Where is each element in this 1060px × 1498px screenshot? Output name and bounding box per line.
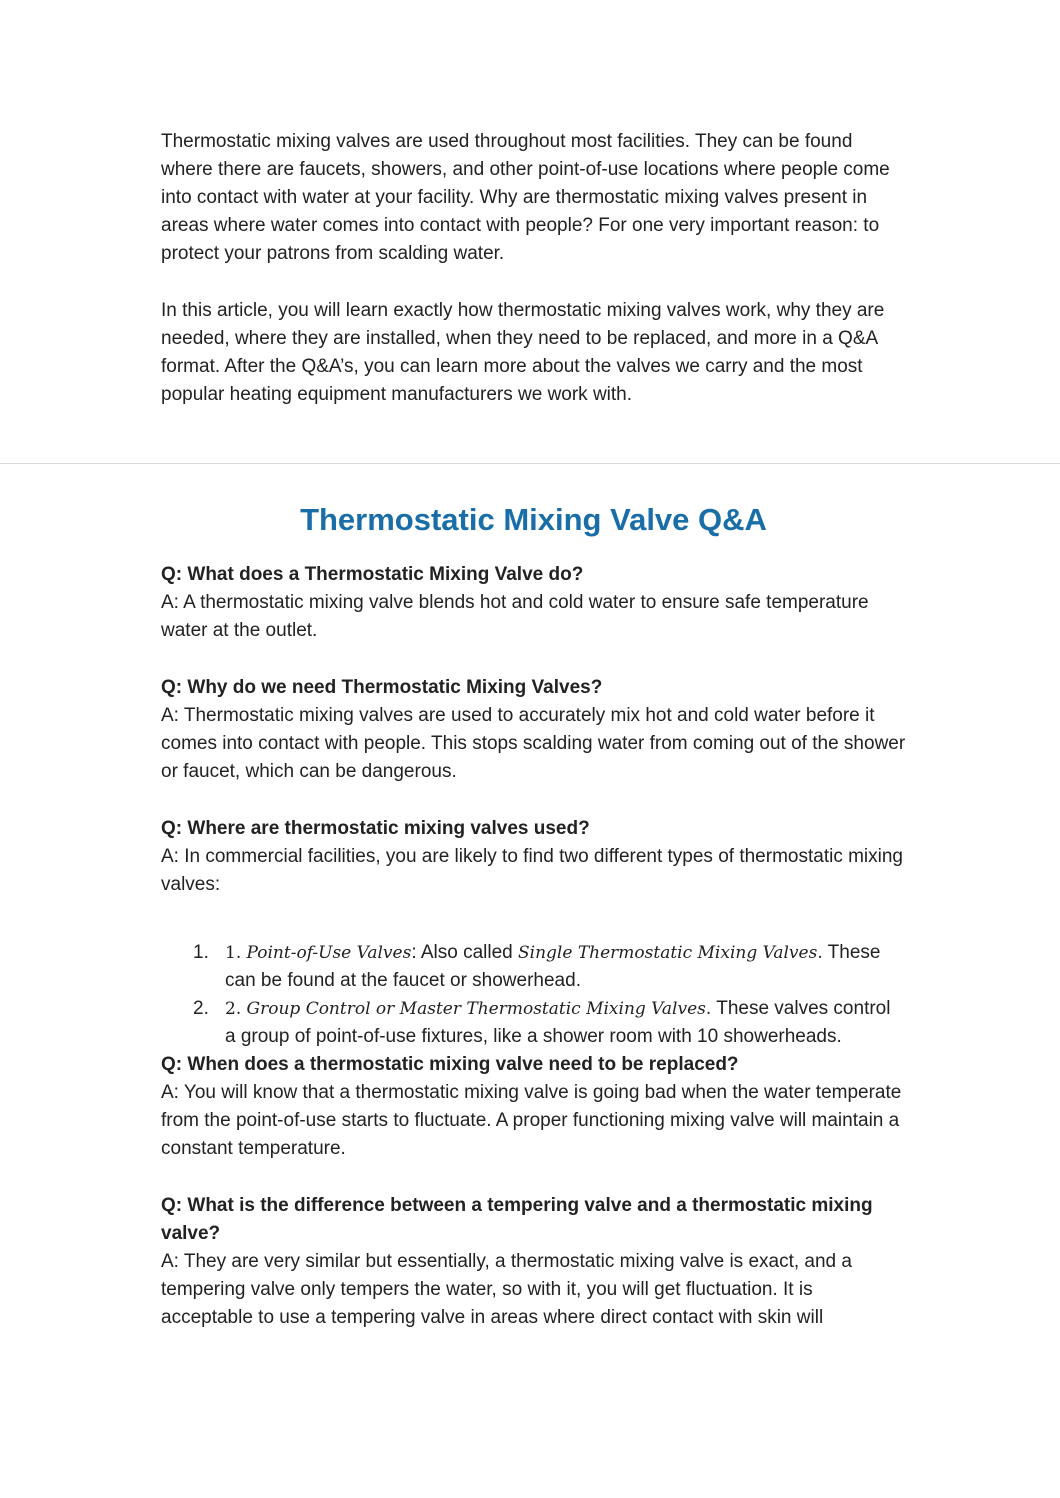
list-number: 1.	[193, 942, 209, 963]
qa-section	[161, 496, 906, 1332]
qa-item-3	[161, 815, 906, 899]
list-number: 2.	[193, 998, 209, 1019]
list-period: .	[817, 943, 823, 963]
list-sub-number: 1.	[225, 943, 242, 963]
list-text: These can be found at the faucet or showerhead.	[225, 942, 881, 991]
list-sub-number: 2.	[225, 999, 242, 1019]
list-item	[161, 995, 906, 1051]
answer: A: You will know that a thermostatic mixing valve is going bad when the water temperate from the point-of-use starts to fluctuate. A proper functioning mixing valve will maintain a constant temperature.	[161, 1082, 902, 1159]
qa-item-1	[161, 561, 906, 645]
valve-term: Group Control or Master Thermostatic Mixing Valves	[246, 999, 706, 1019]
valve-term: Single Thermostatic Mixing Valves	[518, 943, 818, 963]
qa-item-5	[161, 1192, 906, 1332]
answer: A: In commercial facilities, you are likely to find two different types of thermostatic mixing valves:	[161, 846, 904, 895]
valve-types-list	[161, 939, 906, 1051]
intro-paragraph-1: Thermostatic mixing valves are used throughout most facilities. They can be found where there are faucets, showers, and other point-of-use locations where people come into contact with water at your facility. Why are thermostatic mixing valves present in areas where water comes into contact with people? For one very important reason: to protect your patrons from scalding water.	[161, 131, 890, 264]
question: Q: What does a Thermostatic Mixing Valve do?	[161, 564, 584, 585]
list-text: : Also called	[411, 942, 518, 963]
question: Q: When does a thermostatic mixing valve need to be replaced?	[161, 1054, 739, 1075]
answer: A: A thermostatic mixing valve blends hot and cold water to ensure safe temperature water at the outlet.	[161, 592, 869, 641]
question: Q: Where are thermostatic mixing valves used?	[161, 818, 590, 839]
list-period: .	[705, 999, 712, 1019]
list-text: These valves control a group of point-of-use fixtures, like a shower room with 10 showerheads.	[225, 998, 891, 1047]
intro-paragraph-2: In this article, you will learn exactly how thermostatic mixing valves work, why they are needed, where they are installed, when they need to be replaced, and more in a Q&A format. After the Q&A’s, you can learn more about the valves we carry and the most popular heating equipment manufacturers we work with.	[161, 300, 885, 405]
question: Q: What is the difference between a tempering valve and a thermostatic mixing valve?	[161, 1195, 873, 1244]
answer: A: They are very similar but essentially, a thermostatic mixing valve is exact, and a tempering valve only tempers the water, so with it, you will get fluctuation. It is acceptable to use a tempering valve in areas where direct contact with skin will	[161, 1251, 852, 1328]
answer: A: Thermostatic mixing valves are used to accurately mix hot and cold water before it comes into contact with people. This stops scalding water from coming out of the shower or faucet, which can be dangerous.	[161, 705, 906, 782]
section-divider	[0, 463, 1060, 464]
qa-title: Thermostatic Mixing Valve Q&A	[300, 502, 767, 537]
qa-item-2	[161, 674, 906, 786]
valve-term: Point-of-Use Valves	[246, 943, 412, 963]
qa-item-4	[161, 1051, 906, 1163]
intro-section	[161, 128, 906, 409]
question: Q: Why do we need Thermostatic Mixing Valves?	[161, 677, 603, 698]
list-item	[161, 939, 906, 995]
